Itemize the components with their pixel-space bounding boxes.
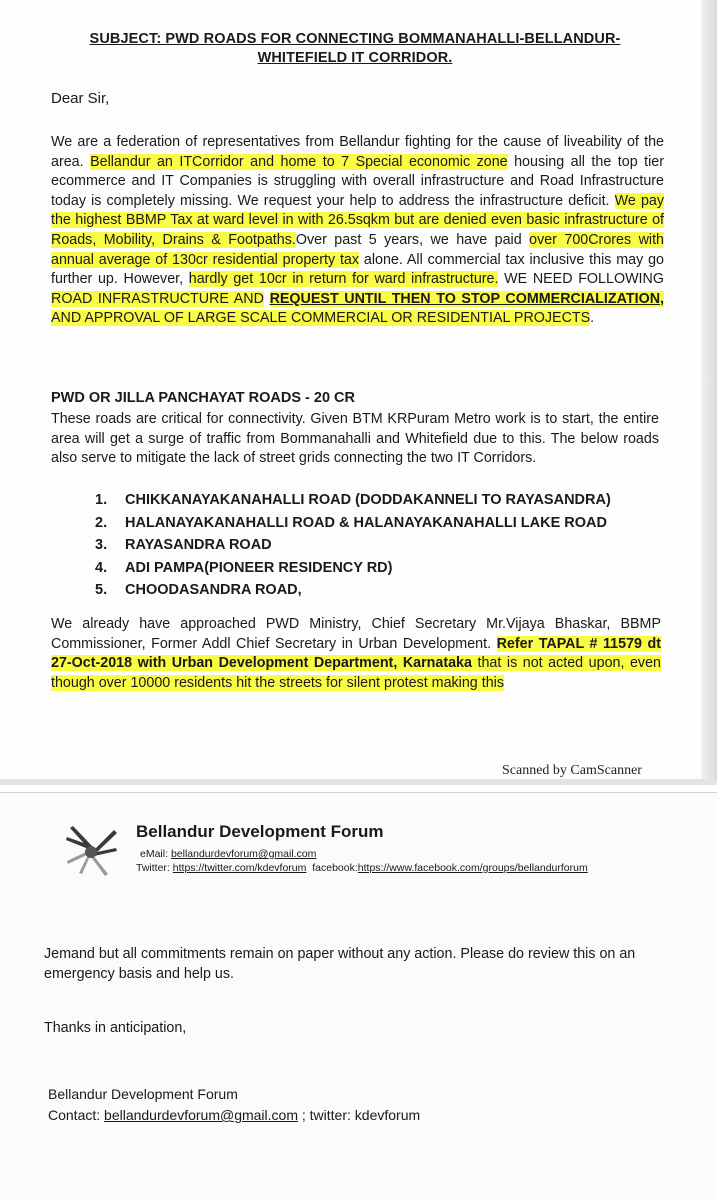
contact-twitter: ; twitter: kdevforum [298,1107,421,1123]
p1-highlight-crores: over 700Crores with annual average of 130cr residential property tax [51,231,664,268]
p1-highlight-stop-commercialization: REQUEST UNTIL THEN TO STOP COMMERCIALIZATION, [269,290,664,307]
forum-logo-hands-icon [62,820,120,878]
road-item [95,512,655,535]
p1-text-1: We are a federation of representatives from Bellandur fighting for the cause of liveability of the area. [51,134,664,170]
p1-highlight-sez: Bellandur an ITCorridor and home to 7 Special economic zone [90,153,508,170]
road-item [95,534,655,557]
road-number: 2. [95,514,108,531]
page-edge-shadow [701,0,717,785]
road-name: HALANAYAKANAHALLI ROAD & HALANAYAKANAHALLI LAKE ROAD [125,514,608,531]
twitter-link[interactable]: https://twitter.com/kdevforum [172,862,307,874]
signature-name: Bellandur Development Forum [48,1086,238,1102]
road-item [95,557,655,580]
p1-text-4: alone. All commercial tax inclusive this may go further up. However, [51,251,664,288]
salutation: Dear Sir, [51,90,110,107]
p3-highlight-protest: that is not acted upon, even though over 10000 residents hit the streets for silent protest making this [51,655,661,691]
road-number: 5. [95,582,108,598]
scanner-watermark: Scanned by CamScanner [502,763,642,778]
contact-label: Contact: [48,1107,105,1123]
page-gap [0,785,717,792]
p1-highlight-road-infra: ROAD INFRASTRUCTURE AND [51,290,264,307]
p3-text-1: We already have approached PWD Ministry, Chief Secretary Mr.Vijaya Bhaskar, BBMP Commissioner, Former Addl Chief Secretary in Urban Development. [51,616,661,652]
p1-text-2: housing all the top tier ecommerce and IT Companies is struggling with overall infrastructure and Road Infrastructure today is completely missing. We request your help to address the infrastructure deficit. [51,153,664,209]
road-number: 1. [95,492,108,508]
road-name: ADI PAMPA(PIONEER RESIDENCY RD) [125,559,393,576]
roads-paragraph: These roads are critical for connectivity. Given BTM KRPuram Metro work is to start, the entire area will get a surge of traffic from Bommanahalli and Whitefield due to this. The below roads also serve to mitigate the lack of street grids connecting the two IT Corridors. [51,411,659,467]
p1-highlight-return: hardly get 10cr in return for ward infrastructure. [188,271,499,288]
p1-text-3: Over past 5 years, we have paid [295,231,530,248]
facebook-label: facebook: [306,862,358,874]
contact-email-link[interactable]: bellandurdevforum@gmail.com [104,1107,298,1123]
road-name: RAYASANDRA ROAD [125,537,272,553]
thanks-line: Thanks in anticipation, [44,1020,187,1036]
approach-paragraph [51,615,661,693]
road-name: CHOODASANDRA ROAD, [125,582,302,598]
subject-line-1: SUBJECT: PWD ROADS FOR CONNECTING BOMMANAHALLI-BELLANDUR- [89,31,621,47]
email-link[interactable]: bellandurdevforum@gmail.com [170,848,317,860]
intro-paragraph [51,133,664,329]
road-item [95,579,655,602]
org-title: Bellandur Development Forum [136,822,384,841]
social-line [136,862,588,874]
contact-line [48,1107,420,1123]
road-number: 3. [95,537,108,553]
email-line [140,848,316,860]
section-heading: PWD OR JILLA PANCHAYAT ROADS - 20 CR [51,390,355,406]
p1-text-6: . [590,310,595,327]
roads-list [95,489,655,602]
facebook-link[interactable]: https://www.facebook.com/groups/bellandurforum [357,862,588,874]
p1-highlight-tax: We pay the highest BBMP Tax at ward level in with 26.5sqkm but are denied even basic infrastructure of Roads, Mobility, Drains & Footpaths. [51,192,664,248]
letter-subject [40,30,670,68]
road-number: 4. [95,559,108,576]
road-item [95,489,655,512]
road-name: CHIKKANAYAKANAHALLI ROAD (DODDAKANNELI TO RAYASANDRA) [125,492,611,508]
subject-line-2: WHITEFIELD IT CORRIDOR. [257,50,453,66]
email-label: eMail: [140,848,171,860]
twitter-label: Twitter: [136,862,173,874]
p1-highlight-approval: AND APPROVAL OF LARGE SCALE COMMERCIAL OR RESIDENTIAL PROJECTS [51,310,591,327]
p3-highlight-tapal: Refer TAPAL # 11579 dt 27-Oct-2018 with Urban Development Department, Karnataka [51,635,662,672]
closing-paragraph: Jemand but all commitments remain on paper without any action. Please do review this on an emergency basis and help us. [44,946,636,982]
p1-text-5: WE NEED FOLLOWING [498,271,664,288]
